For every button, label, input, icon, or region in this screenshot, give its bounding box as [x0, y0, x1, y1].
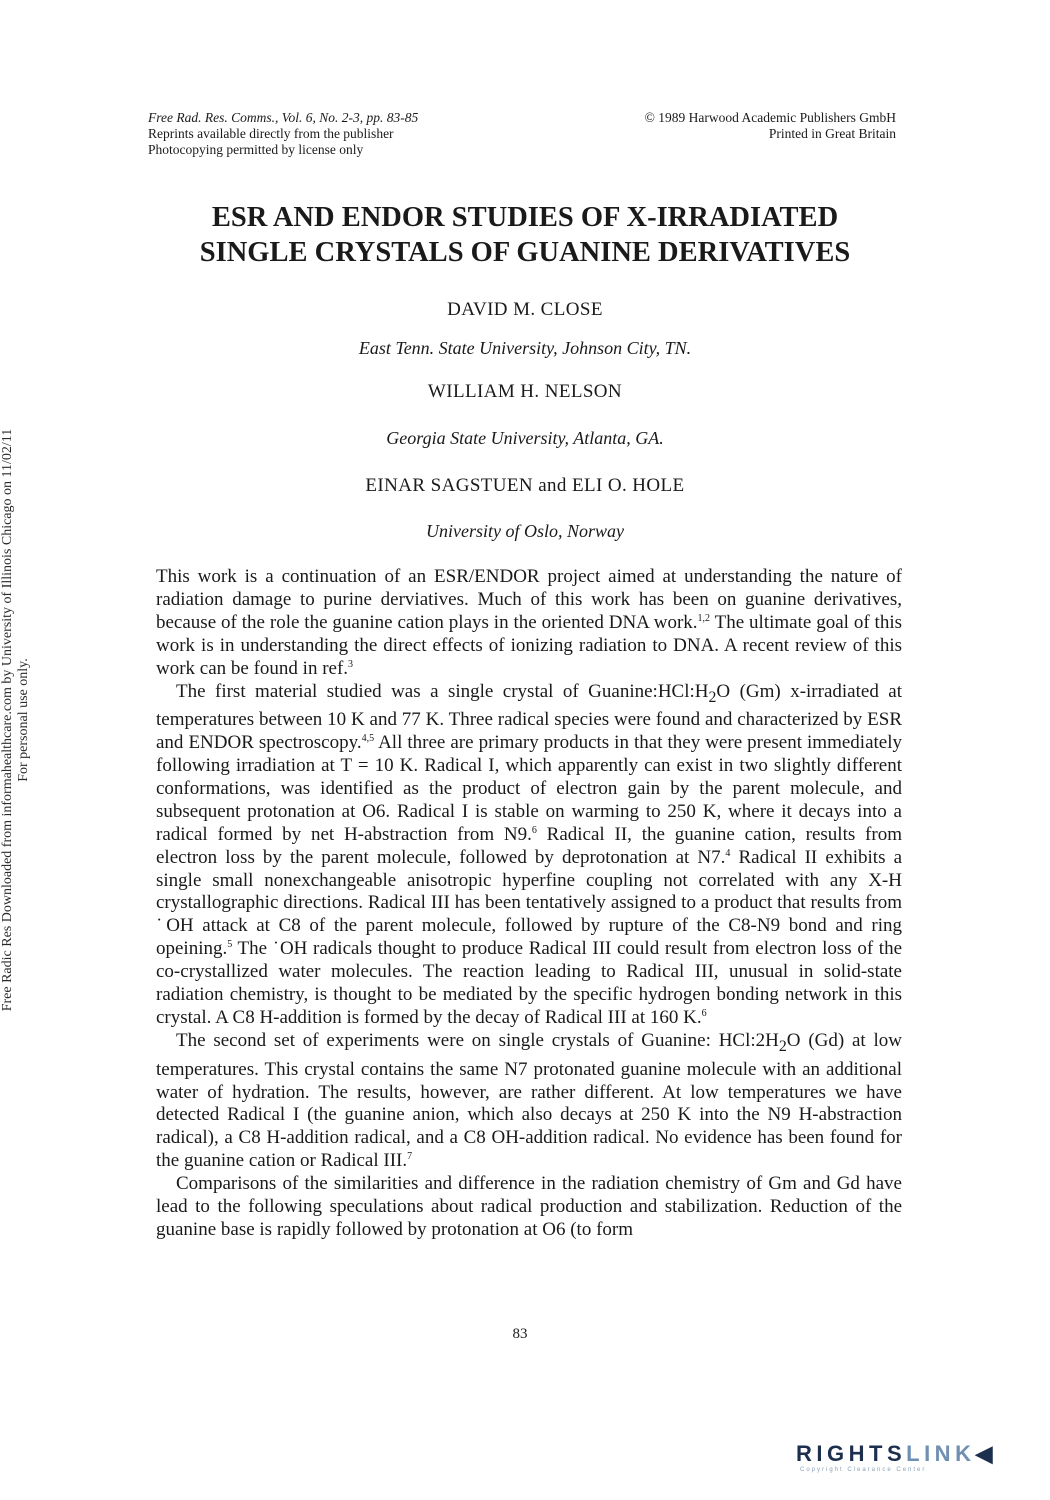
logo-chevron-icon: ◀	[975, 1441, 997, 1466]
page-number: 83	[512, 1326, 528, 1342]
author-affiliation-2: Georgia State University, Atlanta, GA.	[386, 428, 664, 448]
citation-ref: 3	[348, 658, 354, 670]
citation-ref: 7	[407, 1151, 413, 1163]
author-affiliation-3: University of Oslo, Norway	[426, 521, 624, 541]
citation-ref: 4	[725, 847, 731, 859]
citation-ref: 5	[227, 939, 233, 951]
paragraph-2: The first material studied was a single crystal of $Guanine:HCl:H_2O$ (Gm) x-irradiated at temperatures between 10 K and 77 K. Three radical species were found and characterized by ESR and ENDOR spectroscopy.$^{4,5}$ All three are primary products in that they were present immediately following irradiation at T = 10 K. Radical I, which apparently can exist in two slightly different conformations, was identified as the product of electron gain by the parent molecule, and subsequent protonation at O6. Radical I is stable on warming to 250 K, where it decays into a radical formed by net H-abstraction from N9.$^6$ Radical II, the guanine cation, results from electron loss by the parent molecule, followed by deprotonation at N7.$^4$ Radical II exhibits a single small nonexchangeable anisotropic hyperfine coupling not correlated with any X-H crystallographic directions. Radical III has been tentatively assigned to a product that results from ˙OH attack at C8 of the parent molecule, followed by rupture of the C8-N9 bond and ring opeining.$^5$ The ˙OH radicals thought to produce Radical III could result from electron loss of the co-crystallized water molecules. The reaction leading to Radical III, unusual in solid-state radiation chemistry, is thought to be mediated by the specific hydrogen bonding network in this crystal. A C8 H-addition is formed by the decay of Radical III at 160 K.$^6$	[156, 680, 902, 1029]
article-body	[156, 566, 902, 1242]
watermark-line-1: Free Radic Res Downloaded from informahealthcare.com by University of Illinois Chicago on 11/02/11	[0, 428, 15, 1012]
running-header-right	[560, 110, 896, 142]
citation-ref: 1,2	[697, 612, 711, 624]
rightslink-logo	[796, 1441, 1026, 1473]
copyright-line: © 1989 Harwood Academic Publishers GmbH	[644, 110, 896, 125]
download-watermark	[0, 360, 31, 1080]
running-header-left	[148, 110, 568, 158]
rightslink-logo-subtitle: Copyright Clearance Center	[800, 1467, 927, 1473]
citation-ref: 4,5	[361, 733, 375, 745]
title-line-2: SINGLE CRYSTALS OF GUANINE DERIVATIVES	[199, 237, 851, 268]
rightslink-logo-text: RIGHTSLINK◀	[796, 1441, 997, 1466]
paragraph-3: The second set of experiments were on single crystals of Guanine: $HCl:2H_2O$ (Gd) at low temperatures. This crystal contains the same N7 protonated guanine molecule with an additional water of hydration. The results, however, are rather different. At low temperatures we have detected Radical I (the guanine anion, which also decays at 250 K into the N9 H-abstraction radical), a C8 H-addition radical, and a C8 OH-addition radical. No evidence has been found for the guanine cation or Radical III.$^7$	[156, 1029, 903, 1172]
citation-ref: 6	[701, 1008, 707, 1020]
watermark-line-2: For personal use only.	[15, 658, 31, 782]
paragraph-4: Comparisons of the similarities and difference in the radiation chemistry of Gm and Gd have lead to the following speculations about radical production and stabilization. Reduction of the guanine base is rapidly followed by protonation at O6 (to form	[156, 1173, 902, 1240]
author-affiliation-1: East Tenn. State University, Johnson City, TN.	[358, 338, 692, 358]
author-name-2: WILLIAM H. NELSON	[427, 381, 623, 402]
author-name-1: DAVID M. CLOSE	[447, 299, 603, 320]
article-title	[100, 200, 950, 270]
reprints-note: Reprints available directly from the publisher	[148, 126, 394, 141]
journal-citation: Free Rad. Res. Comms., Vol. 6, No. 2-3, pp. 83-85	[148, 110, 419, 125]
photocopying-note: Photocopying permitted by license only	[148, 142, 364, 157]
citation-ref: 6	[531, 824, 537, 836]
author-name-3: EINAR SAGSTUEN and ELI O. HOLE	[365, 475, 685, 496]
title-line-1: ESR AND ENDOR STUDIES OF X-IRRADIATED	[211, 202, 839, 233]
printed-line: Printed in Great Britain	[768, 126, 896, 141]
paragraph-1: This work is a continuation of an ESR/ENDOR project aimed at understanding the nature of radiation damage to purine derviatives. Much of this work has been on guanine derivatives, because of the role the guanine cation plays in the oriented DNA work.$^{1,2}$ The ultimate goal of this work is in understanding the direct effects of ionizing radiation to DNA. A recent review of this work can be found in ref.$^3$	[156, 566, 902, 679]
